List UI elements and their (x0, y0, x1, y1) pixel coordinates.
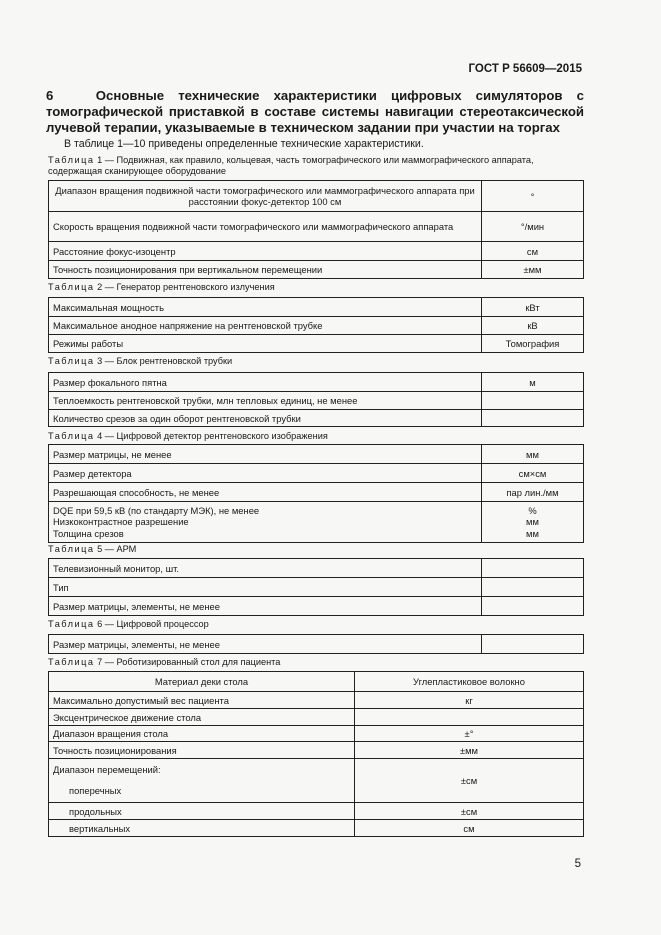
table-3-caption (48, 356, 586, 367)
row-unit: ° (482, 181, 584, 212)
table-7-caption (48, 657, 586, 668)
row-unit (482, 578, 584, 597)
row-unit: мм (482, 445, 584, 464)
row-unit: см (482, 242, 584, 261)
table-row (49, 578, 584, 597)
row-label: Диапазон вращения стола (49, 726, 355, 742)
row-label: Скорость вращения подвижной части томографического или маммографического аппарата (49, 212, 482, 242)
table-title: — Цифровой процессор (102, 619, 209, 629)
table-title: — Подвижная, как правило, кольцевая, часть томографического или маммографического аппарата, содержащая сканирующее оборудование (48, 155, 534, 176)
table-word: Таблица (48, 282, 95, 292)
table-1 (48, 180, 584, 279)
row-label: DQE при 59,5 кВ (по стандарту МЭК), не менее (53, 504, 260, 516)
row-unit: ±° (355, 726, 584, 742)
table-row (49, 597, 584, 616)
section-heading (46, 88, 584, 136)
row-label: Расстояние фокус-изоцентр (49, 242, 482, 261)
row-label-group (49, 502, 482, 543)
row-label: Максимальная мощность (49, 298, 482, 317)
table-word: Таблица (48, 356, 95, 366)
table-3 (48, 372, 584, 427)
table-row (49, 335, 584, 353)
intro-paragraph: В таблице 1—10 приведены определенные технические характеристики. (64, 138, 424, 150)
row-label: Тип (49, 578, 482, 597)
row-unit: кг (355, 692, 584, 709)
table-4 (48, 444, 584, 543)
row-label: Количество срезов за один оборот рентгеновской трубки (49, 410, 482, 427)
table-row (49, 261, 584, 279)
row-unit: кВ (482, 317, 584, 335)
row-unit: ±см (355, 803, 584, 820)
table-title: — Генератор рентгеновского излучения (102, 282, 275, 292)
table-title: — Роботизированный стол для пациента (102, 657, 281, 667)
row-unit (482, 410, 584, 427)
table-2-caption (48, 282, 586, 293)
row-label: Размер фокального пятна (49, 373, 482, 392)
row-label: Толщина срезов (53, 527, 124, 539)
table-number: 1 (97, 155, 103, 165)
table-row (49, 502, 584, 543)
row-unit: °/мин (482, 212, 584, 242)
table-row (49, 298, 584, 317)
table-5 (48, 558, 584, 616)
table-row (49, 212, 584, 242)
table-4-caption (48, 431, 586, 442)
row-label: Диапазон вращения подвижной части томографического или маммографического аппарата при расстоянии фокус-детектор 100 см (49, 181, 482, 212)
row-unit: кВт (482, 298, 584, 317)
row-unit: см×см (482, 464, 584, 483)
row-label: Размер детектора (49, 464, 482, 483)
row-unit: Томография (482, 335, 584, 353)
row-unit: ±мм (355, 742, 584, 759)
table-number: 5 (97, 544, 103, 554)
row-label: Диапазон перемещений: (49, 759, 355, 780)
row-unit: % (528, 504, 537, 516)
table-1-caption (48, 155, 586, 177)
section-number: 6 (46, 88, 54, 103)
section-title-text: Основные технические характеристики цифровых симуляторов с томографической приставкой в составе системы навигации стереотаксической лучевой терапии, указываемые в техническом задании при участии на торгах (46, 88, 584, 135)
table-word: Таблица (48, 619, 95, 629)
row-label: Низкоконтрастное разрешение (53, 516, 189, 528)
table-row (49, 410, 584, 427)
table-row (49, 820, 584, 837)
table-5-caption (48, 544, 586, 555)
table-title: — Блок рентгеновской трубки (102, 356, 233, 366)
table-row (49, 445, 584, 464)
page-number: 5 (574, 858, 581, 870)
table-number: 6 (97, 619, 103, 629)
row-label: Размер матрицы, элементы, не менее (49, 635, 482, 654)
table-number: 4 (97, 431, 103, 441)
row-unit: мм (526, 516, 539, 528)
row-unit (482, 559, 584, 578)
table-number: 7 (97, 657, 103, 667)
table-row (49, 181, 584, 212)
row-unit: ±мм (482, 261, 584, 279)
row-unit: м (482, 373, 584, 392)
row-label: вертикальных (49, 820, 355, 837)
row-unit: мм (526, 527, 539, 539)
table-number: 2 (97, 282, 103, 292)
row-label: Размер матрицы, не менее (49, 445, 482, 464)
table-row (49, 464, 584, 483)
row-label: Максимальное анодное напряжение на рентгеновской трубке (49, 317, 482, 335)
column-header: Материал деки стола (49, 672, 355, 692)
row-unit: ±см (355, 759, 584, 803)
table-number: 3 (97, 356, 103, 366)
table-row (49, 483, 584, 502)
row-label: Точность позиционирования (49, 742, 355, 759)
table-row (49, 317, 584, 335)
row-label: поперечных (49, 780, 355, 803)
table-word: Таблица (48, 544, 95, 554)
table-row (49, 392, 584, 410)
table-row (49, 709, 584, 726)
table-word: Таблица (48, 431, 95, 441)
table-row (49, 559, 584, 578)
table-row (49, 726, 584, 742)
row-label: Максимально допустимый вес пациента (49, 692, 355, 709)
table-title: — Цифровой детектор рентгеновского изображения (102, 431, 328, 441)
row-label: продольных (49, 803, 355, 820)
table-word: Таблица (48, 657, 95, 667)
table-row (49, 692, 584, 709)
table-2 (48, 297, 584, 353)
row-label: Разрешающая способность, не менее (49, 483, 482, 502)
column-header: Углепластиковое волокно (355, 672, 584, 692)
table-row (49, 759, 584, 780)
row-unit: см (355, 820, 584, 837)
row-label: Режимы работы (49, 335, 482, 353)
standard-code: ГОСТ Р 56609—2015 (468, 63, 582, 75)
row-label: Точность позиционирования при вертикальном перемещении (49, 261, 482, 279)
row-unit (482, 635, 584, 654)
row-unit-group (482, 502, 584, 543)
row-label: Размер матрицы, элементы, не менее (49, 597, 482, 616)
table-row (49, 242, 584, 261)
table-title: — АРМ (102, 544, 137, 554)
table-6 (48, 634, 584, 654)
row-unit: пар лин./мм (482, 483, 584, 502)
table-word: Таблица (48, 155, 95, 165)
table-header-row (49, 672, 584, 692)
table-6-caption (48, 619, 586, 630)
row-unit (482, 597, 584, 616)
row-label: Теплоемкость рентгеновской трубки, млн тепловых единиц, не менее (49, 392, 482, 410)
table-row (49, 742, 584, 759)
row-label: Эксцентрическое движение стола (49, 709, 355, 726)
table-7 (48, 671, 584, 837)
row-label: Телевизионный монитор, шт. (49, 559, 482, 578)
table-row (49, 635, 584, 654)
row-unit (482, 392, 584, 410)
table-row (49, 373, 584, 392)
table-row (49, 803, 584, 820)
row-unit (355, 709, 584, 726)
